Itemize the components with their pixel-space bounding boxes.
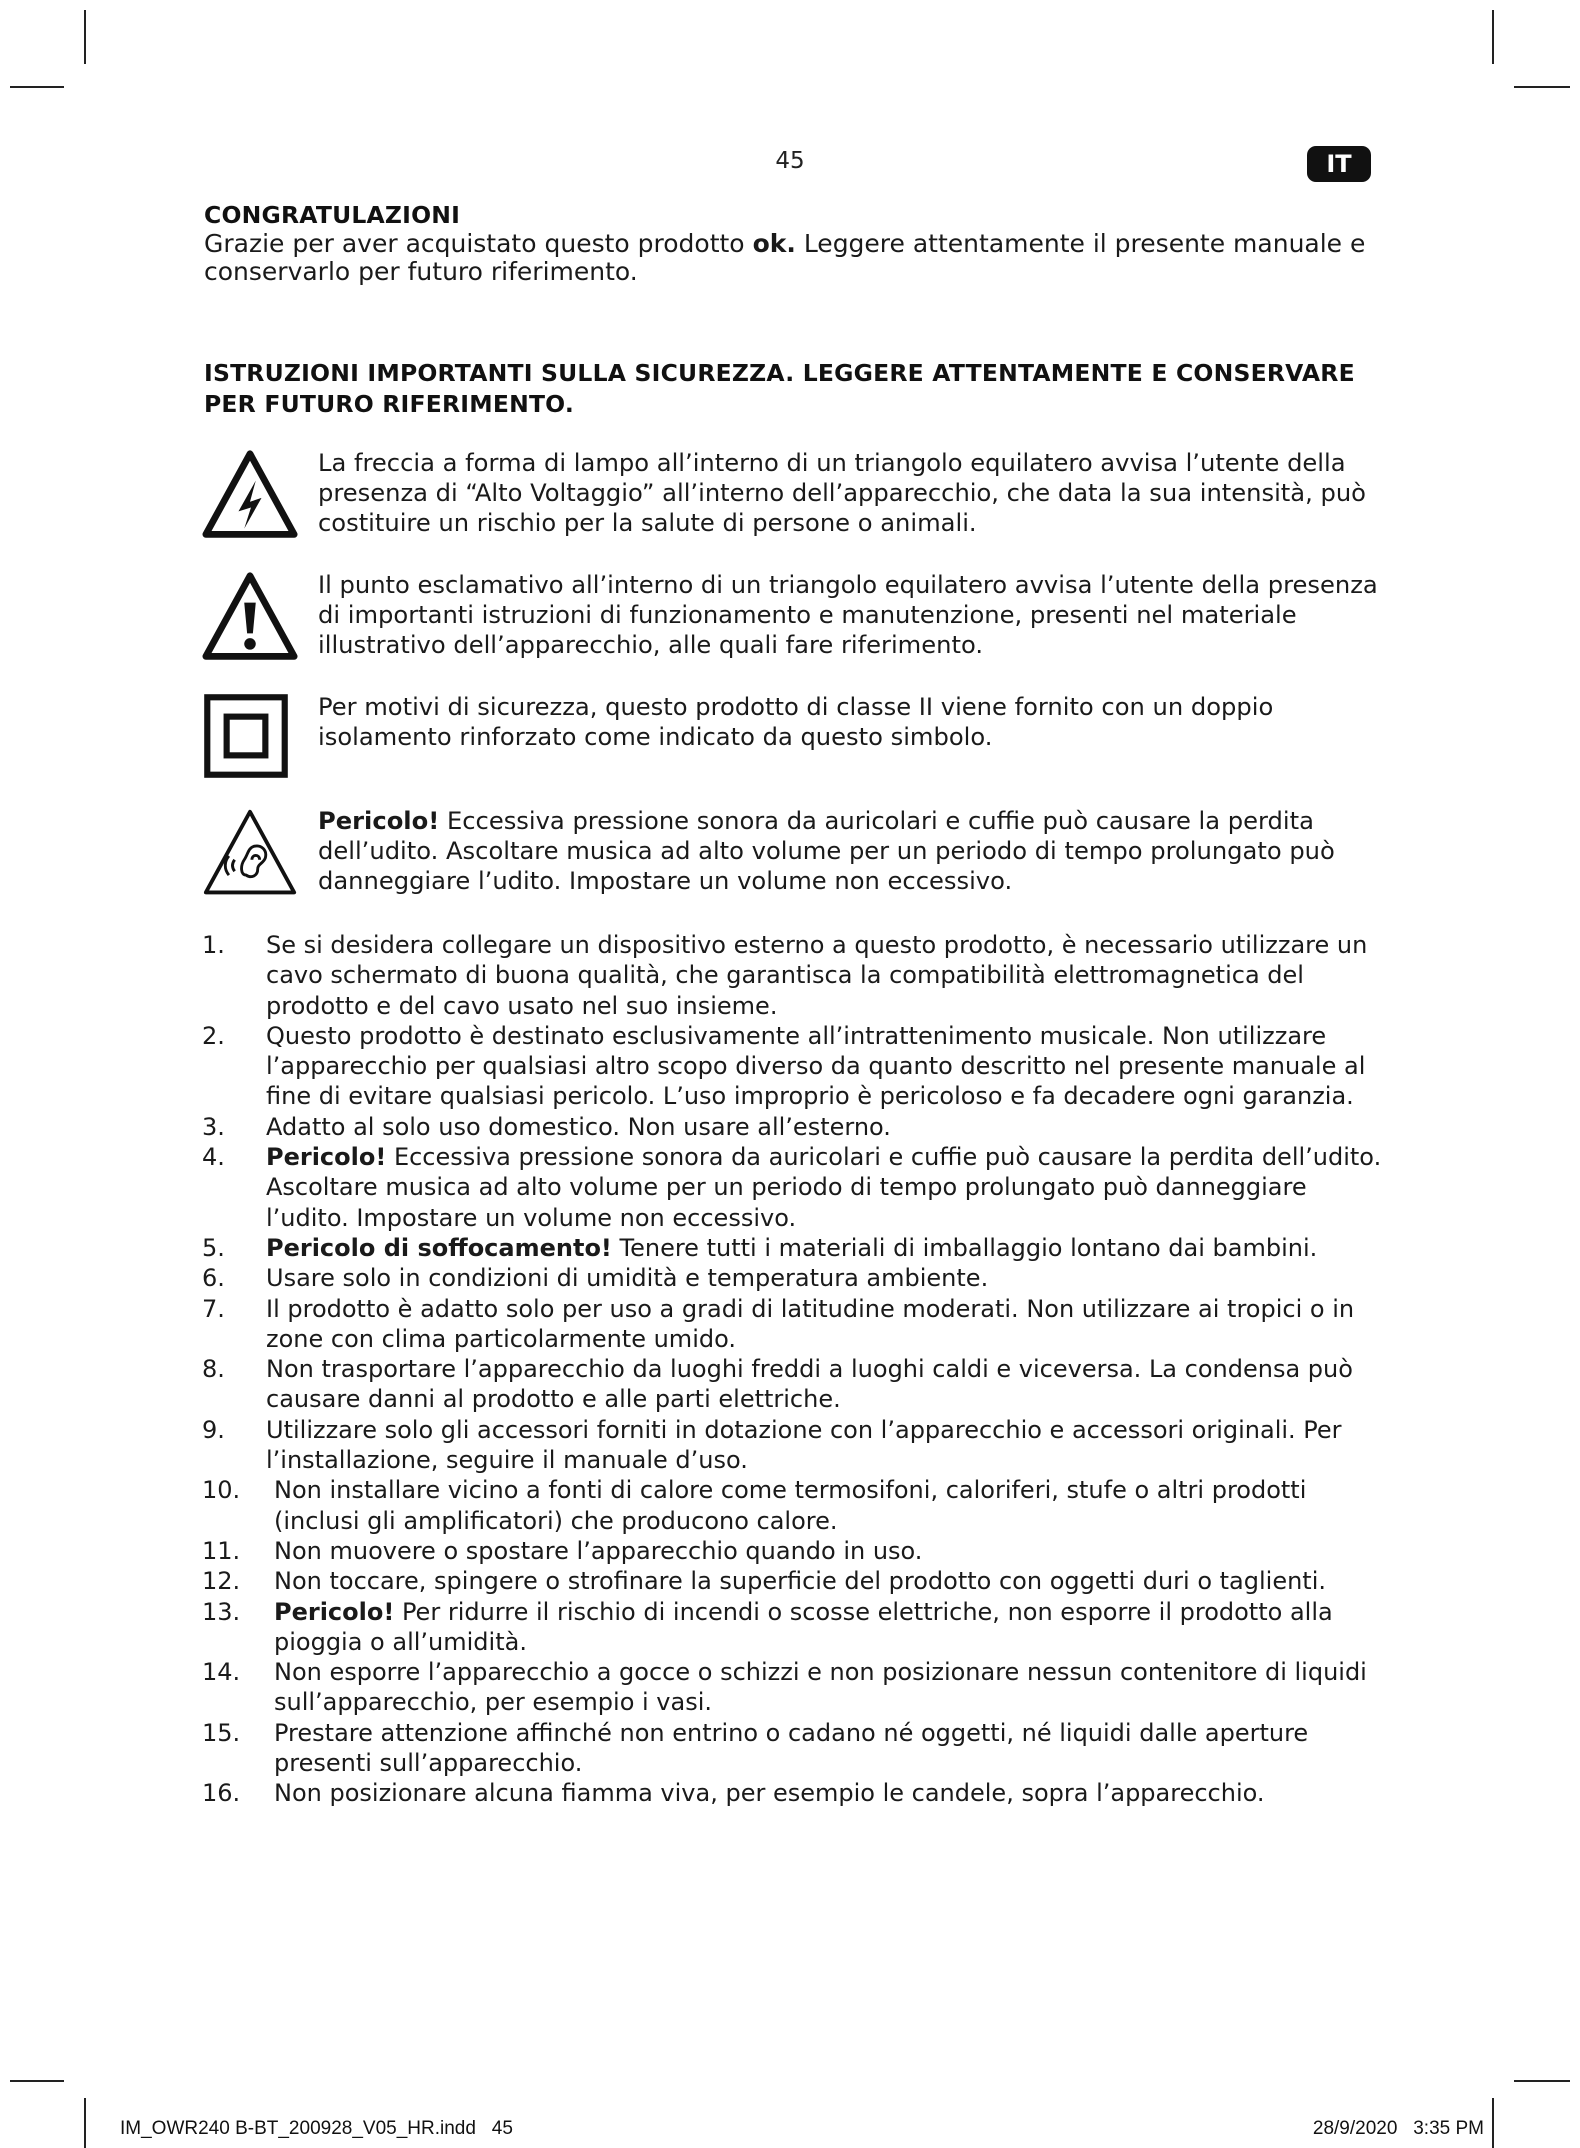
list-item-number: 11. (202, 1536, 241, 1565)
crop-mark (84, 2098, 86, 2148)
list-item (202, 1354, 1384, 1415)
list-item (202, 1021, 1384, 1112)
list-item-text: Non posizionare alcuna fiamma viva, per esempio le candele, sopra l’apparecchio. (274, 1779, 1265, 1808)
list-item-text: Usare solo in condizioni di umidità e temperatura ambiente. (266, 1264, 989, 1293)
list-item-number: 9. (202, 1415, 225, 1444)
symbol-description: Il punto esclamativo all’interno di un triangolo equilatero avvisa l’utente della presenza di importanti istruzioni di funzionamento e manutenzione, presenti nel materiale illustrativo dell’apparecchio, alle quali fare riferimento. (318, 571, 1378, 659)
crop-mark (1492, 2098, 1494, 2148)
list-item-text: Pericolo! Per ridurre il rischio di incendi o scosse elettriche, non esporre il prodotto alla pioggia o all’umidità. (274, 1597, 1333, 1656)
list-item (202, 1536, 1384, 1566)
list-item (202, 1415, 1384, 1476)
list-item-number: 5. (202, 1233, 225, 1262)
list-item-text: Se si desidera collegare un dispositivo esterno a questo prodotto, è necessario utilizzare un cavo schermato di buona qualità, che garantisca la compatibilità elettromagnetica del prodotto e del cavo usato nel suo insieme. (266, 931, 1368, 1020)
list-item (202, 1566, 1384, 1596)
symbol-row-exclamation (204, 570, 1384, 670)
list-item-number: 14. (202, 1658, 241, 1687)
list-item (202, 1263, 1384, 1293)
symbol-description: Per motivi di sicurezza, questo prodotto di classe II viene fornito con un doppio isolamento rinforzato come indicato da questo simbolo. (318, 693, 1274, 751)
list-item-number: 1. (202, 931, 225, 959)
symbol-row-high-voltage (204, 448, 1384, 548)
list-item (202, 1233, 1384, 1263)
crop-mark (1514, 2080, 1570, 2082)
brand-name: ok. (752, 229, 796, 258)
list-item-text: Questo prodotto è destinato esclusivamente all’intrattenimento musicale. Non utilizzare l’apparecchio per qualsiasi altro scopo diverso da quanto descritto nel presente manuale al fine di evitare qualsiasi pericolo. L’uso improprio è pericoloso e fa decadere ogni garanzia. (266, 1021, 1366, 1111)
list-item-text: Non installare vicino a fonti di calore come termosifoni, caloriferi, stufe o altri prodotti (inclusi gli amplificatori) che producono calore. (274, 1476, 1307, 1535)
list-item (202, 1142, 1384, 1233)
list-item-text: Non muovere o spostare l’apparecchio quando in uso. (274, 1536, 923, 1565)
exclamation-warning-icon (202, 570, 298, 670)
list-item-text: Pericolo di soffocamento! Tenere tutti i materiali di imballaggio lontano dai bambini. (266, 1233, 1318, 1262)
symbol-description: Pericolo! Eccessiva pressione sonora da auricolari e cuffie può causare la perdita dell’udito. Ascoltare musica ad alto volume per un periodo di tempo prolungato può danneggiare l’udito. Impostare un volume non eccessivo. (318, 807, 1335, 895)
list-item-number: 13. (202, 1597, 241, 1626)
crop-mark (10, 86, 64, 88)
symbol-row-hearing (204, 806, 1384, 906)
congrats-paragraph: Grazie per aver acquistato questo prodotto ok. Leggere attentamente il presente manuale e conservarlo per futuro riferimento. (204, 229, 1366, 286)
crop-mark (1492, 10, 1494, 64)
list-item (202, 1475, 1384, 1536)
list-item-text: Adatto al solo uso domestico. Non usare all’esterno. (266, 1112, 891, 1141)
list-item (202, 1778, 1384, 1808)
main-content (204, 200, 1384, 1809)
hearing-damage-warning-icon (202, 806, 298, 906)
footer-filename: IM_OWR240 B-BT_200928_V05_HR.indd 45 (120, 2118, 513, 2139)
list-item-number: 4. (202, 1143, 225, 1172)
list-item (202, 1718, 1384, 1779)
list-item-number: 8. (202, 1355, 225, 1384)
list-item-number: 10. (202, 1476, 241, 1505)
list-item (202, 1597, 1384, 1658)
list-item-number: 2. (202, 1021, 225, 1050)
list-item-text: Non esporre l’apparecchio a gocce o schizzi e non posizionare nessun contenitore di liquidi sull’apparecchio, per esempio i vasi. (274, 1658, 1367, 1717)
list-item (202, 1112, 1384, 1142)
double-insulation-icon (202, 692, 298, 784)
list-item-number: 12. (202, 1567, 241, 1596)
list-item-text: Non trasportare l’apparecchio da luoghi freddi a luoghi caldi e viceversa. La condensa può causare danni al prodotto e alle parti elettriche. (266, 1355, 1353, 1414)
list-item-number: 16. (202, 1779, 241, 1808)
language-badge: IT (1307, 146, 1371, 182)
list-item-number: 6. (202, 1264, 225, 1293)
page-number: 45 (775, 148, 805, 174)
list-item (202, 1294, 1384, 1355)
symbol-row-double-insulation (204, 692, 1384, 784)
crop-mark (84, 10, 86, 64)
list-item-text: Prestare attenzione affinché non entrino o cadano né oggetti, né liquidi dalle aperture presenti sull’apparecchio. (274, 1718, 1309, 1778)
list-item (202, 930, 1384, 1021)
symbol-description: La freccia a forma di lampo all’interno di un triangolo equilatero avvisa l’utente della presenza di “Alto Voltaggio” all’interno dell’apparecchio, che data la sua intensità, può costituire un rischio per la salute di persone o animali. (318, 449, 1366, 537)
safety-instructions-list (202, 930, 1384, 1809)
list-item-text: Non toccare, spingere o strofinare la superficie del prodotto con oggetti duri o taglienti. (274, 1567, 1327, 1596)
list-item-text: Il prodotto è adatto solo per uso a gradi di latitudine moderati. Non utilizzare ai tropici o in zone con clima particolarmente umido. (266, 1294, 1355, 1353)
congrats-heading: CONGRATULAZIONI (204, 201, 461, 229)
crop-mark (1514, 86, 1570, 88)
footer-datetime: 28/9/2020 3:35 PM (1312, 2118, 1484, 2139)
crop-mark (10, 2080, 64, 2082)
list-item-number: 3. (202, 1112, 225, 1141)
list-item (202, 1657, 1384, 1718)
list-item-number: 7. (202, 1294, 225, 1323)
high-voltage-warning-icon (202, 448, 298, 548)
list-item-text: Utilizzare solo gli accessori forniti in dotazione con l’apparecchio e accessori originali. Per l’installazione, seguire il manuale d’uso. (266, 1415, 1342, 1475)
list-item-text: Pericolo! Eccessiva pressione sonora da auricolari e cuffie può causare la perdita dell’udito. Ascoltare musica ad alto volume per un periodo di tempo prolungato può danneggiare l’udito. Impostare un volume non eccessivo. (266, 1143, 1382, 1232)
list-item-number: 15. (202, 1718, 241, 1747)
safety-heading: ISTRUZIONI IMPORTANTI SULLA SICUREZZA. LEGGERE ATTENTAMENTE E CONSERVARE PER FUTURO RIFERIMENTO. (204, 359, 1355, 418)
